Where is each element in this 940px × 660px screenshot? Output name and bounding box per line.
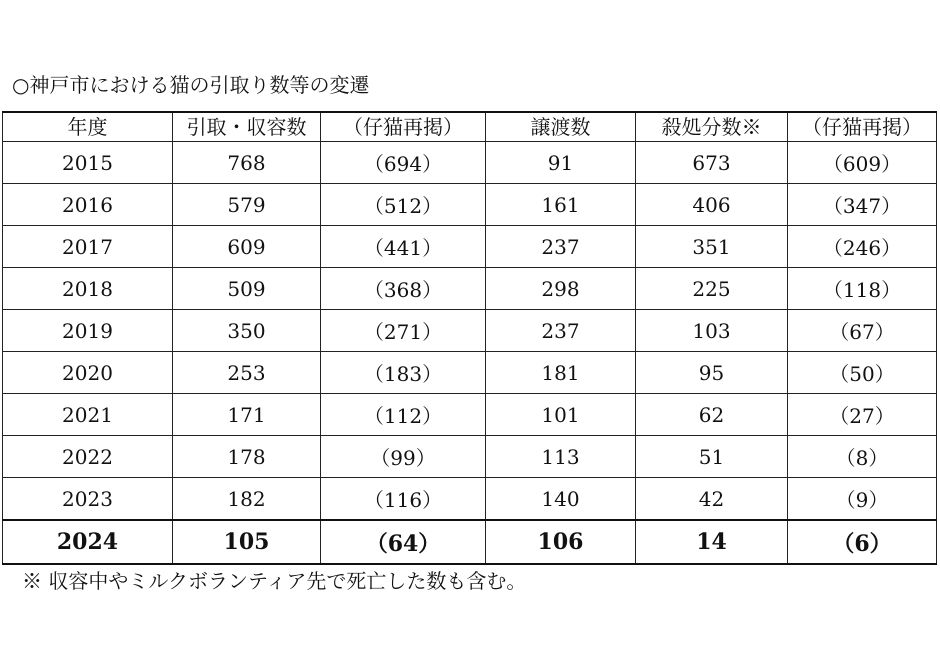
table-row: [3, 352, 937, 394]
cell-intake: 253: [173, 352, 321, 394]
cell-intake: 350: [173, 310, 321, 352]
cell-intake-kittens: （512）: [321, 184, 486, 226]
table-row: [3, 436, 937, 478]
cell-transfers: 113: [486, 436, 636, 478]
column-header-intake: 引取・収容数: [173, 112, 321, 142]
table-row: [3, 268, 937, 310]
cell-euthanasia-kittens: （246）: [788, 226, 937, 268]
cat-intake-table: [2, 111, 937, 565]
cell-intake-kittens: （64）: [321, 520, 486, 564]
cell-transfers: 101: [486, 394, 636, 436]
column-header-euthanasia-kittens: （仔猫再掲）: [788, 112, 937, 142]
cell-intake-kittens: （99）: [321, 436, 486, 478]
table-row-latest: [3, 520, 937, 564]
cell-transfers: 106: [486, 520, 636, 564]
cell-year: 2020: [3, 352, 173, 394]
cell-intake: 579: [173, 184, 321, 226]
cell-euthanasia-kittens: （50）: [788, 352, 937, 394]
cell-intake: 178: [173, 436, 321, 478]
cell-euthanasia: 103: [636, 310, 788, 352]
cell-euthanasia: 42: [636, 478, 788, 521]
column-header-year: 年度: [3, 112, 173, 142]
cell-transfers: 237: [486, 226, 636, 268]
cell-euthanasia: 673: [636, 142, 788, 184]
column-header-transfers: 譲渡数: [486, 112, 636, 142]
cell-intake: 609: [173, 226, 321, 268]
table-row: [3, 142, 937, 184]
cell-intake: 105: [173, 520, 321, 564]
cell-euthanasia-kittens: （9）: [788, 478, 937, 521]
cell-year: 2021: [3, 394, 173, 436]
cell-euthanasia: 351: [636, 226, 788, 268]
cell-intake: 182: [173, 478, 321, 521]
table-header-row: [3, 112, 937, 142]
column-header-euthanasia: 殺処分数※: [636, 112, 788, 142]
cell-euthanasia: 14: [636, 520, 788, 564]
footnote: ※ 収容中やミルクボランティア先で死亡した数も含む。: [22, 569, 527, 593]
cell-year: 2018: [3, 268, 173, 310]
cell-transfers: 140: [486, 478, 636, 521]
page-title: ○神戸市における猫の引取り数等の変遷: [12, 73, 370, 97]
table-row: [3, 394, 937, 436]
cell-intake-kittens: （116）: [321, 478, 486, 521]
cell-year: 2015: [3, 142, 173, 184]
cell-transfers: 237: [486, 310, 636, 352]
table-row: [3, 478, 937, 521]
cell-euthanasia: 51: [636, 436, 788, 478]
table-row: [3, 184, 937, 226]
cell-year: 2016: [3, 184, 173, 226]
cell-year: 2017: [3, 226, 173, 268]
cell-euthanasia-kittens: （8）: [788, 436, 937, 478]
cell-intake-kittens: （368）: [321, 268, 486, 310]
cell-transfers: 181: [486, 352, 636, 394]
cell-euthanasia-kittens: （118）: [788, 268, 937, 310]
cell-intake-kittens: （112）: [321, 394, 486, 436]
cell-transfers: 161: [486, 184, 636, 226]
cell-year: 2019: [3, 310, 173, 352]
cell-euthanasia-kittens: （67）: [788, 310, 937, 352]
cell-euthanasia-kittens: （609）: [788, 142, 937, 184]
cell-year: 2024: [3, 520, 173, 564]
cell-intake-kittens: （183）: [321, 352, 486, 394]
cell-year: 2023: [3, 478, 173, 521]
table-row: [3, 310, 937, 352]
cell-transfers: 91: [486, 142, 636, 184]
cell-intake-kittens: （441）: [321, 226, 486, 268]
cell-euthanasia: 406: [636, 184, 788, 226]
cell-euthanasia: 95: [636, 352, 788, 394]
column-header-intake-kittens: （仔猫再掲）: [321, 112, 486, 142]
cell-intake-kittens: （271）: [321, 310, 486, 352]
cell-euthanasia-kittens: （347）: [788, 184, 937, 226]
cell-euthanasia-kittens: （6）: [788, 520, 937, 564]
cell-euthanasia: 62: [636, 394, 788, 436]
cell-intake: 171: [173, 394, 321, 436]
table-row: [3, 226, 937, 268]
cell-euthanasia: 225: [636, 268, 788, 310]
cell-transfers: 298: [486, 268, 636, 310]
cell-intake: 768: [173, 142, 321, 184]
cell-intake-kittens: （694）: [321, 142, 486, 184]
cell-euthanasia-kittens: （27）: [788, 394, 937, 436]
cell-intake: 509: [173, 268, 321, 310]
cell-year: 2022: [3, 436, 173, 478]
